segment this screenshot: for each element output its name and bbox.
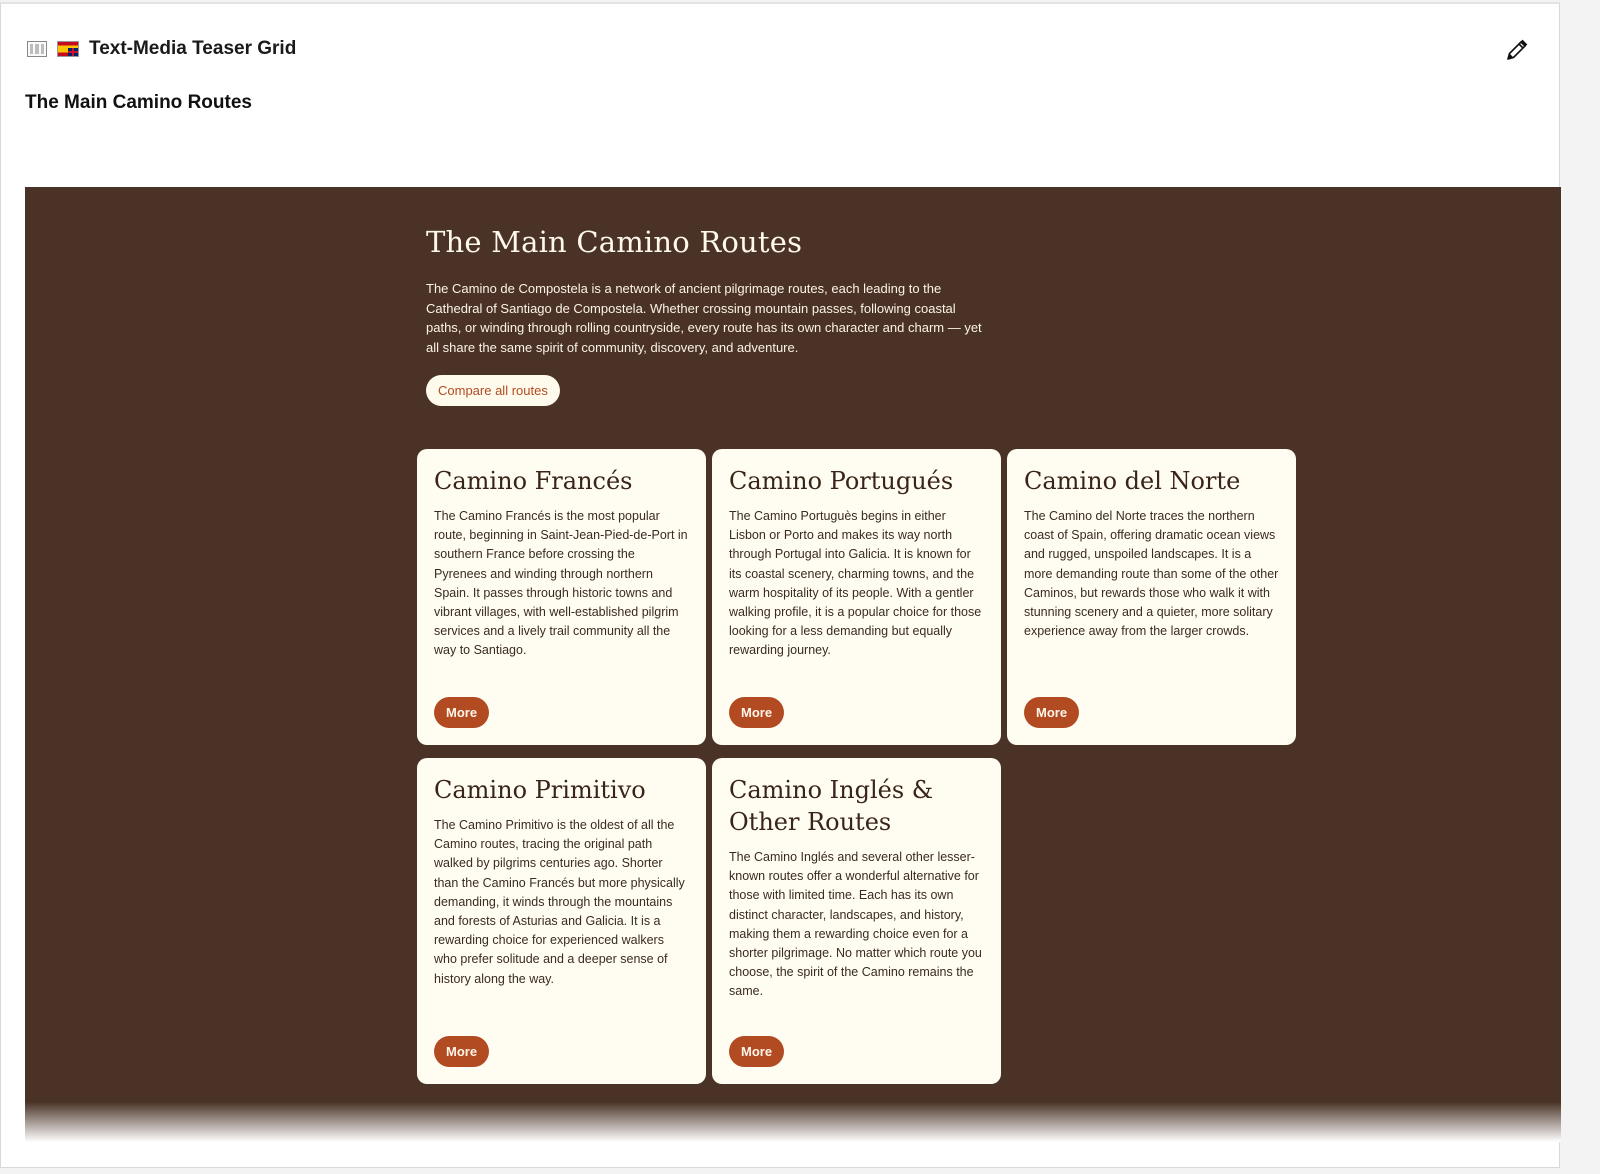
route-card-portugues	[712, 449, 1001, 745]
card-title: Camino Primitivo	[434, 776, 646, 804]
more-button[interactable]: More	[434, 1036, 489, 1067]
more-button[interactable]: More	[729, 1036, 784, 1067]
more-button[interactable]: More	[434, 697, 489, 728]
card-title: Camino Francés	[434, 467, 633, 495]
card-title: Camino Inglés & Other Routes	[729, 776, 934, 836]
route-card-ingles	[712, 758, 1001, 1084]
more-button[interactable]: More	[729, 697, 784, 728]
teaser-grid-preview	[25, 187, 1561, 1142]
content-type-title: Text-Media Teaser Grid	[89, 38, 297, 59]
card-title: Camino Portugués	[729, 467, 954, 495]
grid-icon	[27, 41, 47, 57]
preview-bottom-fade	[25, 1102, 1561, 1142]
more-button[interactable]: More	[1024, 697, 1079, 728]
content-element-panel	[0, 2, 1560, 1168]
card-text: The Camino Francés is the most popular route, beginning in Saint-Jean-Pied-de-Port in southern France before crossing the Pyrenees and winding through northern Spain. It passes through historic towns and vibrant villages, with well-established pilgrim services and a lively trail community all the way to Santiago.	[434, 509, 688, 658]
card-text: The Camino Portuguès begins in either Lisbon or Porto and makes its way north through Portugal into Galicia. It is known for its coastal scenery, charming towns, and the warm hospitality of its people. With a gentler walking profile, it is a popular choice for those looking for a less demanding but equally rewarding journey.	[729, 509, 982, 658]
card-text: The Camino del Norte traces the northern coast of Spain, offering dramatic ocean views and rugged, unspoiled landscapes. It is a more demanding route than some of the other Caminos, but rewards those who walk it with stunning scenery and a quieter, more solitary experience away from the larger crowds.	[1024, 509, 1279, 639]
section-intro	[426, 225, 986, 406]
card-text: The Camino Inglés and several other lesser-known routes offer a wonderful alternative for those with limited time. Each has its own distinct character, landscapes, and history, making them a rewarding choice even for a shorter pilgrimage. No matter which route you choose, the spirit of the Camino remains the same.	[729, 850, 982, 999]
route-card-frances	[417, 449, 706, 745]
content-element-header	[27, 38, 296, 60]
spanish-english-flag-icon	[57, 41, 79, 57]
compare-routes-button[interactable]: Compare all routes	[426, 375, 560, 406]
route-card-primitivo	[417, 758, 706, 1084]
section-title: The Main Camino Routes	[426, 225, 803, 259]
section-description: The Camino de Compostela is a network of ancient pilgrimage routes, each leading to the Cathedral of Santiago de Compostela. Whether crossing mountain passes, following coastal paths, or winding through rolling countryside, every route has its own character and charm — yet all share the same spirit of community, discovery, and adventure.	[426, 281, 982, 355]
pencil-icon[interactable]	[1505, 38, 1529, 62]
card-text: The Camino Primitivo is the oldest of all the Camino routes, tracing the original path walked by pilgrims centuries ago. Shorter than the Camino Francés but more physically demanding, it winds through the mountains and forests of Asturias and Galicia. It is a rewarding choice for experienced walkers who prefer solitude and a deeper sense of history along the way.	[434, 818, 685, 986]
route-card-norte	[1007, 449, 1296, 745]
element-subheader: The Main Camino Routes	[25, 92, 252, 113]
card-title: Camino del Norte	[1024, 467, 1241, 495]
